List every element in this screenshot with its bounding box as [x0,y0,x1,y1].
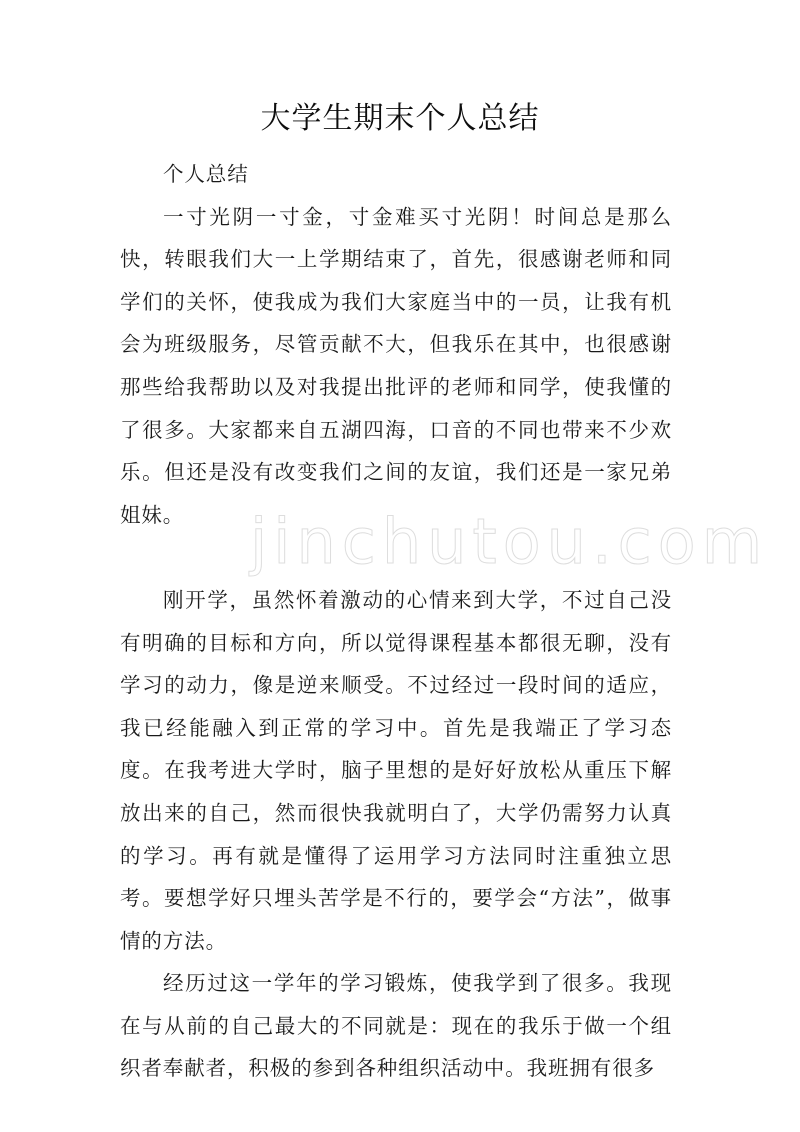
document-body [120,153,672,1090]
blank-line [120,536,672,579]
document-title: 大学生期末个人总结 [260,101,540,136]
paragraph-3: 经历过这一学年的学习锻炼，使我学到了很多。我现在与从前的自己最大的不同就是：现在的我乐于做一个组织者奉献者，积极的参到各种组织活动中。我班拥有很多 [120,971,672,1081]
watermark: jinchutou.com [250,505,769,578]
section-heading: 个人总结 [163,162,249,186]
paragraph-2: 刚开学，虽然怀着激动的心情来到大学，不过自己没有明确的目标和方向，所以觉得课程基本都很无聊，没有学习的动力，像是逆来顺受。不过经过一段时间的适应，我已经能融入到正常的学习中。首先是我端正了学习态度。在我考进大学时，脑子里想的是好好放松从重压下解放出来的自己，然而很快我就明白了，大学仍需努力认真的学习。再有就是懂得了运用学习方法同时注重独立思考。要想学好只埋头苦学是不行的，要学会“方法”，做事情的方法。 [120,587,672,953]
paragraph-1: 一寸光阴一寸金，寸金难买寸光阴！时间总是那么快，转眼我们大一上学期结束了，首先，很感谢老师和同学们的关怀，使我成为我们大家庭当中的一员，让我有机会为班级服务，尽管贡献不大，但我乐在其中，也很感谢那些给我帮助以及对我提出批评的老师和同学，使我懂的了很多。大家都来自五湖四海，口音的不同也带来不少欢乐。但还是没有改变我们之间的友谊，我们还是一家兄弟姐妹。 [120,204,672,527]
